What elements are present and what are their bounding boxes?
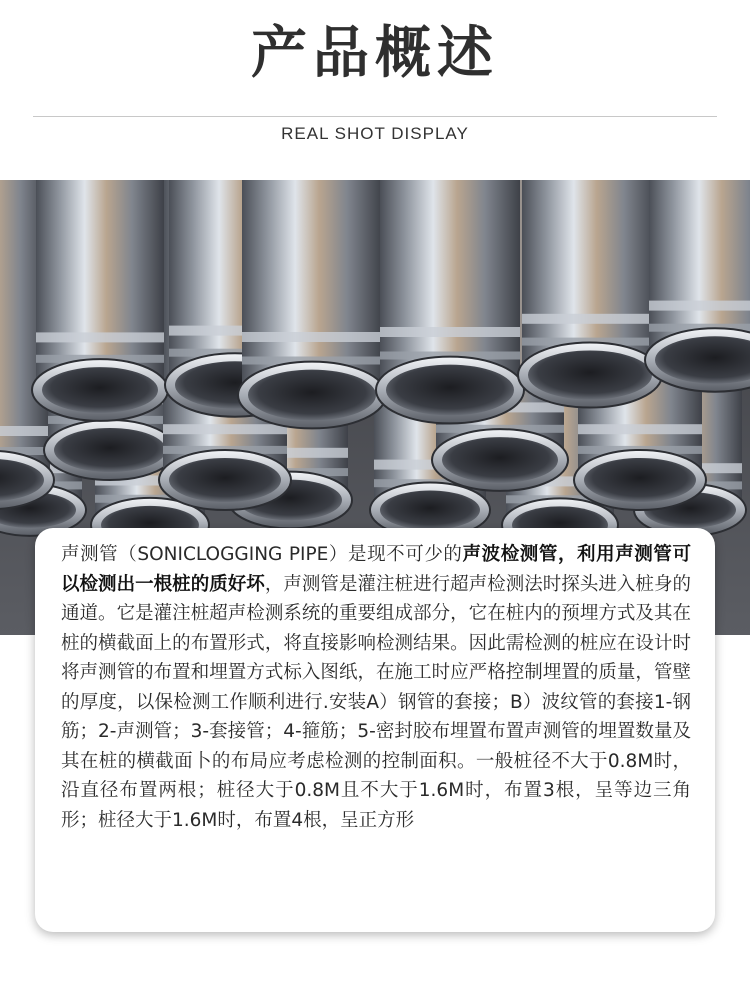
pipe-front-0 <box>32 180 168 421</box>
description-intro: 声测管（SONICLOGGING PIPE）是现不可少的 <box>61 544 463 565</box>
page-title: 产品概述 <box>251 21 499 86</box>
page-subtitle: REAL SHOT DISPLAY <box>281 124 469 143</box>
description-body: ，声测管是灌注桩进行超声检测法时探头进入桩身的通道。它是灌注桩超声检测系统的重要组成部分，它在桩内的预埋方式及其在桩的横截面上的布置形式，将直接影响检测结果。因此需检测的桩应在设计时将声测管的布置和埋置方式标入图纸，在施工时应严格控制埋置的质量，管壁的厚度，以保检测工作顺利进行.安装A）钢管的套接；B）波纹管的套接1-钢筋；2-声测管；3-套接管；4-箍筋；5-密封胶布埋置布置声测管的埋置数量及其在桩的横截面卜的布局应考虑检测的控制面积。一般桩径不大于0.8M时，沿直径布置两根；桩径大于0.8M且不大于1.6M时，布置3根，呈等边三角形；桩径大于1.6M时，布置4根，呈正方形 <box>61 573 691 831</box>
pipe-front-2 <box>238 180 386 428</box>
description-text <box>61 540 691 835</box>
pipe-front-3 <box>376 180 524 423</box>
title-divider <box>33 116 717 117</box>
description-highlight: 声波检测管，利用声测管可以检测出一根桩的质好坏 <box>61 544 691 595</box>
pipe-front-4 <box>518 180 662 408</box>
description-card <box>35 528 715 932</box>
pipe-front-5 <box>645 180 750 392</box>
